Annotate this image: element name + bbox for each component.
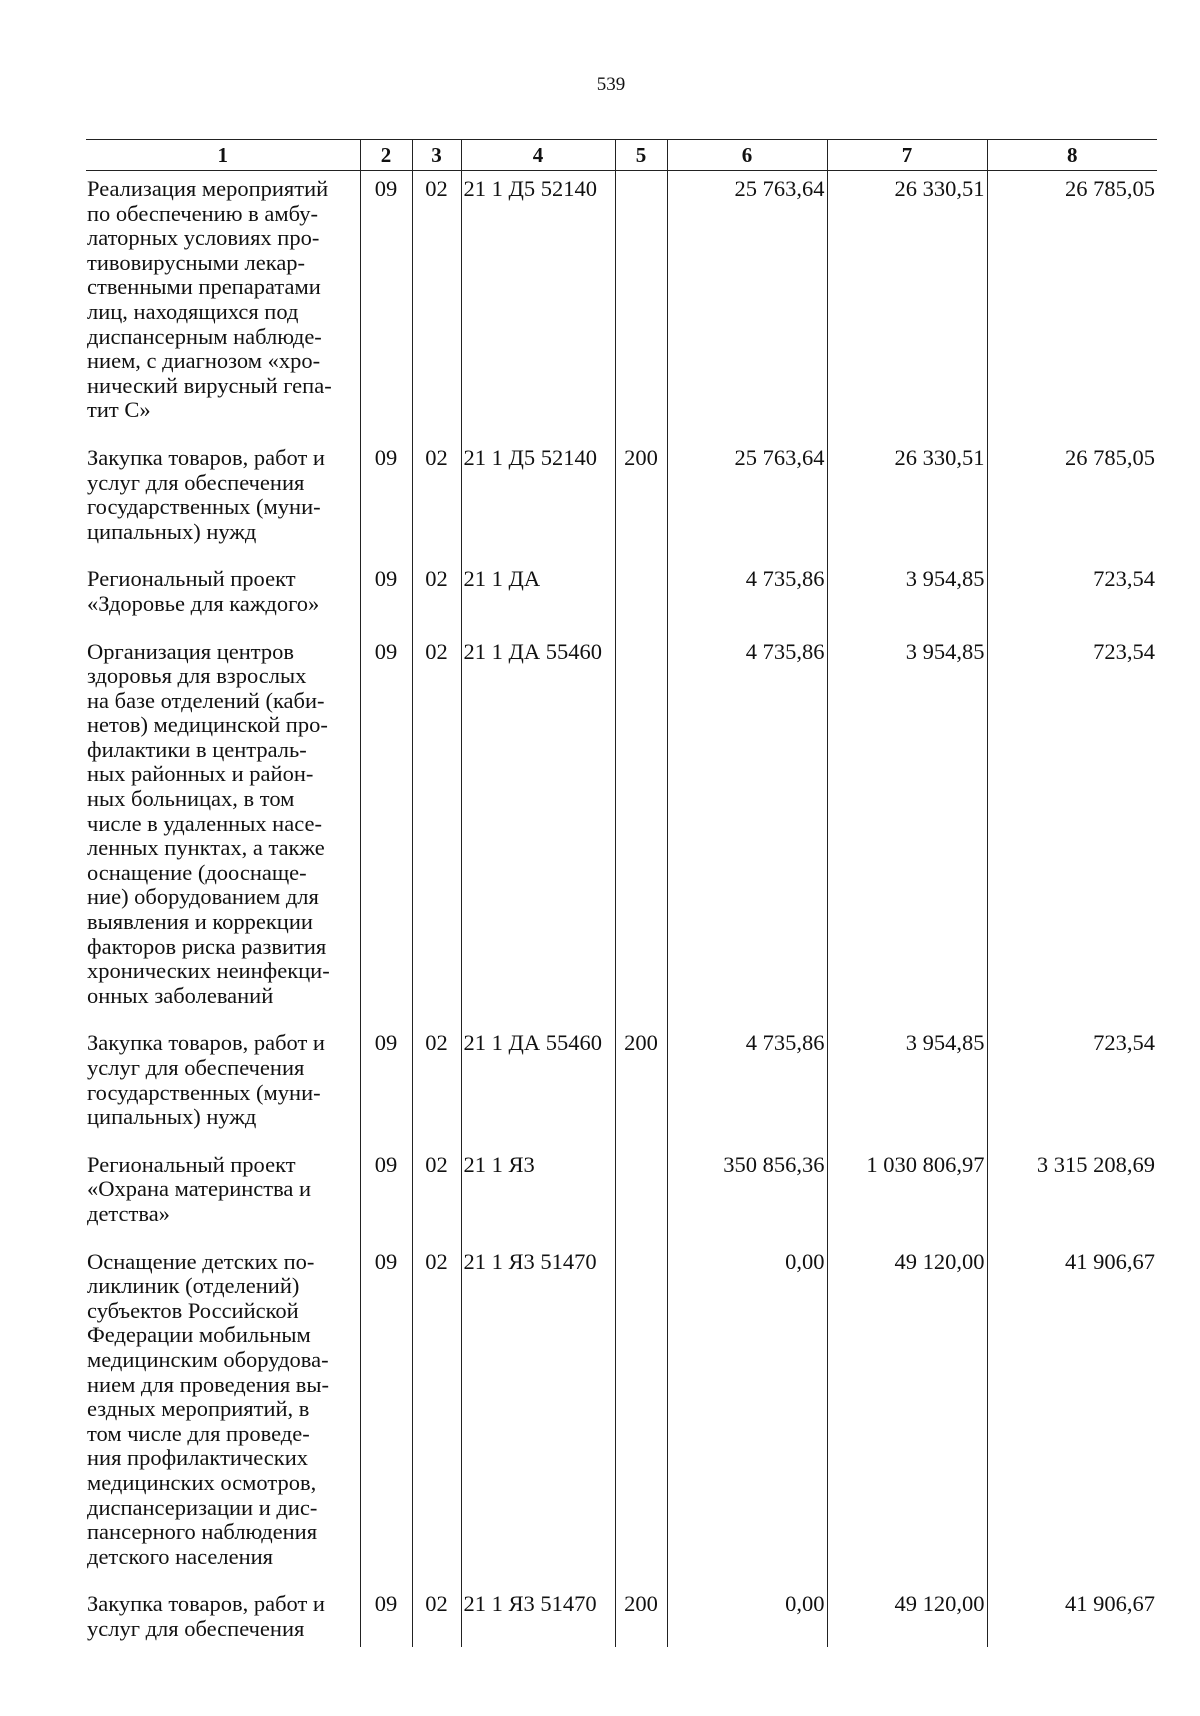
cell-target-article: 21 1 Я3 51470 xyxy=(461,1244,615,1587)
cell-target-article: 21 1 Д5 52140 xyxy=(461,171,615,440)
table-row xyxy=(86,171,1157,440)
cell-amount-col7: 1 030 806,97 xyxy=(827,1147,987,1244)
item-name-line: филактики в централь- xyxy=(87,736,307,762)
cell-subsection: 02 xyxy=(412,1586,461,1647)
item-name-line: числе в удаленных насе- xyxy=(87,810,322,836)
cell-section: 09 xyxy=(360,1025,412,1146)
item-name-line: Региональный проект xyxy=(87,1151,296,1177)
item-name-line: услуг для обеспечения xyxy=(87,1055,305,1080)
cell-section: 09 xyxy=(360,634,412,1026)
item-name-line: медицинским оборудова- xyxy=(87,1346,329,1372)
item-name-line: онных заболеваний xyxy=(87,982,274,1008)
header-col-8: 8 xyxy=(987,140,1157,171)
item-name-line: диспансеризации и дис- xyxy=(87,1494,318,1520)
cell-subsection: 02 xyxy=(412,561,461,633)
item-name-line: здоровья для взрослых xyxy=(87,663,307,689)
cell-amount-col8: 723,54 xyxy=(987,1025,1157,1146)
table-row xyxy=(86,561,1157,633)
cell-amount-col6: 4 735,86 xyxy=(667,1025,827,1146)
item-name-line: медицинских осмотров, xyxy=(87,1469,317,1495)
item-name-line: ние) оборудованием для xyxy=(87,884,319,910)
cell-subsection: 02 xyxy=(412,1147,461,1244)
cell-target-article: 21 1 ДА 55460 xyxy=(461,1025,615,1146)
cell-amount-col7: 49 120,00 xyxy=(827,1244,987,1587)
cell-section: 09 xyxy=(360,440,412,561)
cell-amount-col8: 41 906,67 xyxy=(987,1244,1157,1587)
cell-subsection: 02 xyxy=(412,171,461,440)
table-row xyxy=(86,1244,1157,1587)
item-name-line: «Здоровье для каждого» xyxy=(87,590,320,616)
item-name-line: ных районных и район- xyxy=(87,761,314,787)
cell-item-name xyxy=(86,634,360,1026)
cell-amount-col6: 0,00 xyxy=(667,1244,827,1587)
cell-expense-type: 200 xyxy=(615,1025,667,1146)
cell-amount-col7: 3 954,85 xyxy=(827,561,987,633)
header-col-2: 2 xyxy=(360,140,412,171)
item-name-line: Реализация мероприятий xyxy=(87,176,329,201)
item-name-line: Региональный проект xyxy=(87,566,296,592)
header-col-3: 3 xyxy=(412,140,461,171)
item-name-line: лиц, находящихся под xyxy=(87,298,299,324)
item-name-line: Закупка товаров, работ и xyxy=(87,1030,325,1056)
cell-target-article: 21 1 Я3 51470 xyxy=(461,1586,615,1647)
table-row xyxy=(86,440,1157,561)
cell-amount-col7: 3 954,85 xyxy=(827,1025,987,1146)
item-name-line: субъектов Российской xyxy=(87,1297,299,1323)
cell-subsection: 02 xyxy=(412,440,461,561)
item-name-line: Оснащение детских по- xyxy=(87,1248,315,1274)
item-name-line: Организация центров xyxy=(87,638,295,664)
table-row xyxy=(86,634,1157,1026)
item-name-line: услуг для обеспечения xyxy=(87,469,305,495)
table-row xyxy=(86,1147,1157,1244)
cell-item-name xyxy=(86,1586,360,1647)
cell-amount-col8: 3 315 208,69 xyxy=(987,1147,1157,1244)
item-name-line: ликлиник (отделений) xyxy=(87,1273,300,1299)
item-name-line: нический вирусный гепа- xyxy=(87,372,332,398)
item-name-line: по обеспечению в амбу- xyxy=(87,200,318,226)
cell-section: 09 xyxy=(360,1586,412,1647)
item-name-line: ных больницах, в том xyxy=(87,786,295,812)
cell-subsection: 02 xyxy=(412,1025,461,1146)
cell-amount-col8: 723,54 xyxy=(987,561,1157,633)
cell-section: 09 xyxy=(360,171,412,440)
cell-expense-type xyxy=(615,634,667,1026)
header-col-4: 4 xyxy=(461,140,615,171)
cell-amount-col7: 49 120,00 xyxy=(827,1586,987,1647)
page-number: 539 xyxy=(596,74,626,95)
item-name-line: ездных мероприятий, в xyxy=(87,1396,310,1422)
header-col-7: 7 xyxy=(827,140,987,171)
cell-item-name xyxy=(86,1025,360,1146)
item-name-line: пансерного наблюдения xyxy=(87,1519,318,1545)
item-name-line: диспансерным наблюде- xyxy=(87,323,322,349)
cell-target-article: 21 1 Д5 52140 xyxy=(461,440,615,561)
item-name-line: государственных (муни- xyxy=(87,494,321,520)
cell-amount-col8: 26 785,05 xyxy=(987,171,1157,440)
cell-expense-type xyxy=(615,1147,667,1244)
item-name-line: тивовирусными лекар- xyxy=(87,249,306,275)
cell-expense-type: 200 xyxy=(615,1586,667,1647)
cell-subsection: 02 xyxy=(412,634,461,1026)
cell-amount-col6: 25 763,64 xyxy=(667,171,827,440)
item-name-line: хронических неинфекци- xyxy=(87,958,330,984)
item-name-line: ленных пунктах, а также xyxy=(87,835,325,861)
cell-amount-col7: 26 330,51 xyxy=(827,171,987,440)
header-row xyxy=(86,140,1157,171)
budget-table xyxy=(86,139,1157,1647)
table-body xyxy=(86,171,1157,1648)
item-name-line: латорных условиях про- xyxy=(87,225,320,251)
cell-item-name xyxy=(86,1147,360,1244)
cell-item-name xyxy=(86,171,360,440)
item-name-line: факторов риска развития xyxy=(87,933,327,959)
cell-item-name xyxy=(86,561,360,633)
cell-subsection: 02 xyxy=(412,1244,461,1587)
cell-amount-col6: 25 763,64 xyxy=(667,440,827,561)
cell-item-name xyxy=(86,440,360,561)
cell-amount-col6: 4 735,86 xyxy=(667,561,827,633)
cell-section: 09 xyxy=(360,561,412,633)
item-name-line: том числе для проведе- xyxy=(87,1420,310,1446)
item-name-line: тит С» xyxy=(87,397,151,423)
item-name-line: оснащение (дооснаще- xyxy=(87,859,307,885)
item-name-line: на базе отделений (каби- xyxy=(87,687,325,713)
header-col-6: 6 xyxy=(667,140,827,171)
cell-expense-type xyxy=(615,171,667,440)
cell-amount-col8: 723,54 xyxy=(987,634,1157,1026)
cell-expense-type: 200 xyxy=(615,440,667,561)
item-name-line: ципальных) нужд xyxy=(87,518,257,544)
item-name-line: нием, с диагнозом «хро- xyxy=(87,348,321,374)
cell-amount-col7: 3 954,85 xyxy=(827,634,987,1026)
cell-target-article: 21 1 ДА xyxy=(461,561,615,633)
item-name-line: ственными препаратами xyxy=(87,274,321,300)
item-name-line: выявления и коррекции xyxy=(87,909,313,935)
item-name-line: «Охрана материнства и xyxy=(87,1176,312,1202)
item-name-line: Федерации мобильным xyxy=(87,1322,311,1348)
cell-target-article: 21 1 Я3 xyxy=(461,1147,615,1244)
cell-target-article: 21 1 ДА 55460 xyxy=(461,634,615,1026)
item-name-line: ния профилактических xyxy=(87,1445,309,1471)
item-name-line: Закупка товаров, работ и xyxy=(87,1591,325,1617)
cell-amount-col8: 26 785,05 xyxy=(987,440,1157,561)
item-name-line: государственных (муни- xyxy=(87,1079,321,1105)
cell-expense-type xyxy=(615,1244,667,1587)
item-name-line: ципальных) нужд xyxy=(87,1104,257,1130)
cell-amount-col6: 0,00 xyxy=(667,1586,827,1647)
table-row xyxy=(86,1025,1157,1146)
cell-section: 09 xyxy=(360,1244,412,1587)
item-name-line: нием для проведения вы- xyxy=(87,1371,330,1397)
item-name-line: Закупка товаров, работ и xyxy=(87,444,325,470)
cell-item-name xyxy=(86,1244,360,1587)
header-col-5: 5 xyxy=(615,140,667,171)
cell-expense-type xyxy=(615,561,667,633)
cell-amount-col7: 26 330,51 xyxy=(827,440,987,561)
header-col-1: 1 xyxy=(86,140,360,171)
cell-amount-col6: 350 856,36 xyxy=(667,1147,827,1244)
item-name-line: нетов) медицинской про- xyxy=(87,712,328,738)
cell-section: 09 xyxy=(360,1147,412,1244)
item-name-line: детского населения xyxy=(87,1543,274,1569)
table-row xyxy=(86,1586,1157,1647)
item-name-line: услуг для обеспечения xyxy=(87,1615,305,1641)
cell-amount-col8: 41 906,67 xyxy=(987,1586,1157,1647)
item-name-line: детства» xyxy=(87,1200,170,1226)
cell-amount-col6: 4 735,86 xyxy=(667,634,827,1026)
